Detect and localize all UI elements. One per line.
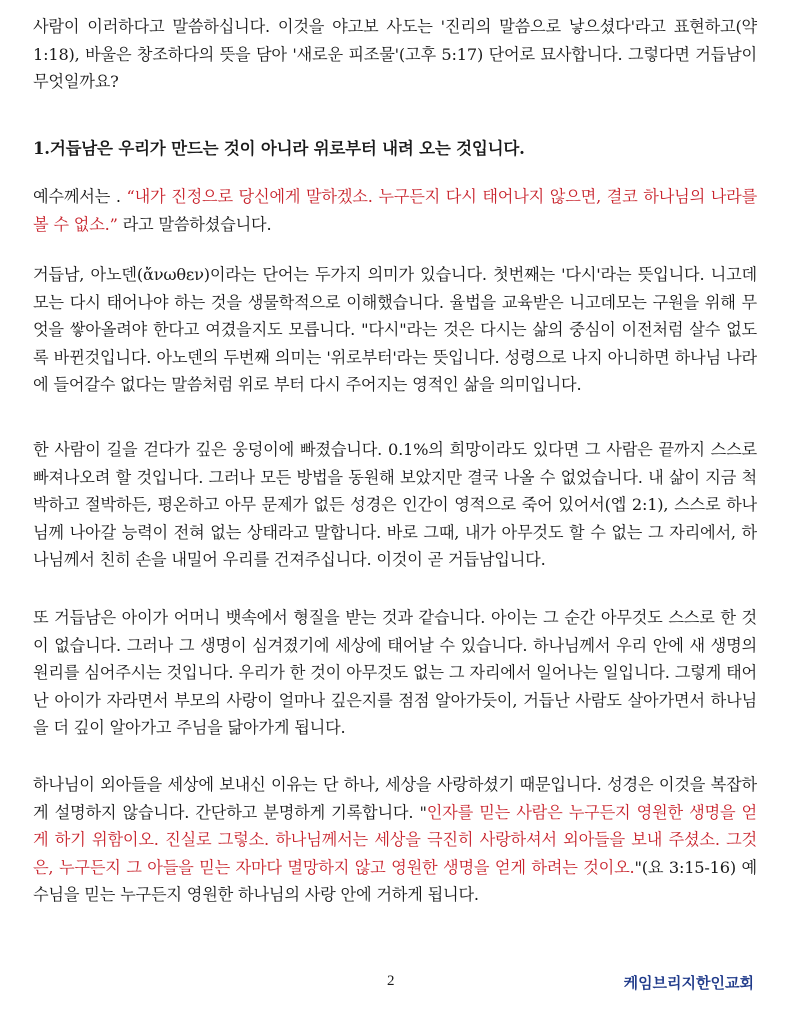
love-paragraph [33,771,757,909]
page-number: 2 [387,973,395,989]
intro-paragraph: 사람이 이러하다고 말씀하십니다. 이것을 야고보 사도는 '진리의 말씀으로 낳으셨다'라고 표현하고(약 1:18), 바울은 창조하다의 뜻을 담아 '새로운 피조물'(고후 5:17) 단어로 묘사합니다. 그렇다면 거듭남이 무엇일까요? [33,17,757,91]
puddle-paragraph: 한 사람이 길을 걷다가 깊은 웅덩이에 빠졌습니다. 0.1%의 희망이라도 있다면 그 사람은 끝까지 스스로 빠져나오려 할 것입니다. 그러나 모든 방법을 동원해 보았지만 결국 나올 수 없었습니다. 내 삶이 지금 척박하고 절박하든, 평온하고 아무 문제가 없든 성경은 인간이 영적으로 죽어 있어서(엡 2:1), 스스로 하나님께 나아갈 능력이 전혀 없는 상태라고 말합니다. 바로 그때, 내가 아무것도 할 수 없는 그 자리에서, 하나님께서 친히 손을 내밀어 우리를 건져주십니다. 이것이 곧 거듭남입니다. [33,440,757,569]
jesus-quote: “내가 진정으로 당신에게 말하겠소. 누구든지 다시 태어나지 않으면, 결코 하나님의 나라를 볼 수 없소.” [33,187,757,234]
church-name: 케임브리지한인교회 [623,974,754,992]
womb-paragraph: 또 거듭남은 아이가 어머니 뱃속에서 형질을 받는 것과 같습니다. 아이는 그 순간 아무것도 스스로 한 것이 없습니다. 그러나 그 생명이 심겨졌기에 세상에 태어날 수 있습니다. 하나님께서 우리 안에 새 생명의 원리를 심어주시는 것입니다. 우리가 한 것이 아무것도 없는 그 자리에서 일어나는 일입니다. 그렇게 태어난 아이가 자라면서 부모의 사랑이 얼마나 깊은지를 점점 알아가듯이, 거듭난 사람도 살아가면서 하나님을 더 깊이 알아가고 주님을 닮아가게 됩니다. [33,608,757,737]
quote-tail: 라고 말씀하셨습니다. [117,214,272,234]
love-lead: 하나님이 외아들을 세상에 보내신 이유는 단 하나, 세상을 사랑하셨기 때문입니다. 성경은 이것을 복잡하게 설명하지 않습니다. 간단하고 분명하게 기록합니다. " [33,775,757,822]
section-heading: 1.거듭남은 우리가 만드는 것이 아니라 위로부터 내려 오는 것입니다. [33,139,525,158]
quote-lead: 예수께서는 . [33,187,127,206]
anothen-paragraph: 거듭남, 아노덴(ἄνωθεν)이라는 단어는 두가지 의미가 있습니다. 첫번째는 '다시'라는 뜻입니다. 니고데모는 다시 태어나야 하는 것을 생물학적으로 이해했습니다. 율법을 교육받은 니고데모는 구원을 위해 무엇을 쌓아올려야 한다고 여겼을지도 모릅니다. "다시"라는 것은 다시는 삶의 중심이 이전처럼 살수 없도록 바뀐것입니다. 아노덴의 두번째 의미는 '위로부터'라는 뜻입니다. 성령으로 나지 아니하면 하나님 나라에 들어갈수 없다는 말씀처럼 위로 부터 다시 주어지는 영적인 삶을 의미입니다. [33,265,757,394]
john-quote: 인자를 믿는 사람은 누구든지 영원한 생명을 얻게 하기 위함이오. 진실로 그렇소. 하나님께서는 세상을 극진히 사랑하셔서 외아들을 보내 주셨소. 그것은, 누구든지 그 아들을 믿는 자마다 멸망하지 않고 영원한 생명을 얻게 하려는 것이오. [33,802,757,877]
jesus-quote-paragraph [33,183,757,238]
love-tail: "(요 3:15-16) 예수님을 믿는 누구든지 영원한 하나님의 사랑 안에 거하게 됩니다. [33,857,757,904]
